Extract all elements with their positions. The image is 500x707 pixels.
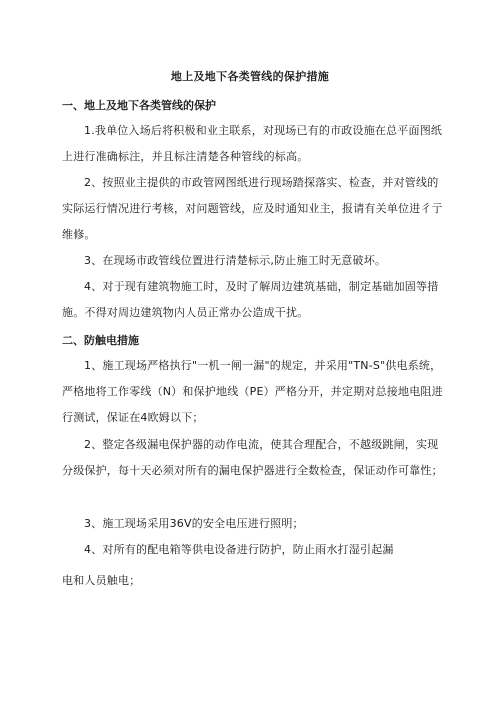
paragraph-electric-4: 4、对所有的配电箱等供电设备进行防护，防止雨水打湿引起漏	[84, 543, 394, 556]
paragraph-electric-2: 2、整定各级漏电保护器的动作电流，使其合理配合，不越级跳闸，实现分级保护，每十天必须对所有的漏电保护器进行全数检查，保证动作可靠性；	[62, 438, 443, 477]
paragraph-electric-3: 3、施工现场采用36V的安全电压进行照明；	[84, 517, 304, 530]
paragraph-electric-1: 1、施工现场严格执行"一机一闸一漏"的规定，并采用"TN-S"供电系统，严格地将工作零线（N）和保护地线（PE）严格分开，并定期对总接地电阻进行测试，保证在4欧姆以下；	[62, 359, 443, 424]
paragraph-pipeline-1: 1.我单位入场后将积极和业主联系，对现场已有的市政设施在总平面图纸上进行准确标注，并且标注清楚各种管线的标高。	[62, 124, 443, 163]
section-heading-pipeline-protection: 一、地上及地下各类管线的保护	[62, 99, 216, 112]
paragraph-pipeline-4: 4、对于现有建筑物施工时，及时了解周边建筑基础，制定基础加固等措施。不得对周边建筑物内人员正常办公造成干扰。	[62, 280, 439, 319]
paragraph-electric-4-continued: 电和人员触电；	[62, 574, 141, 587]
paragraph-pipeline-3: 3、在现场市政管线位置进行清楚标示,防止施工时无意破坏。	[84, 254, 387, 267]
document-title: 地上及地下各类管线的保护措施	[170, 70, 330, 83]
paragraph-pipeline-2: 2、按照业主提供的市政管网图纸进行现场踏探落实、检查，并对管线的实际运行情况进行考核，对问题管线，应及时通知业主，报请有关单位进彳亍维修。	[62, 176, 443, 241]
section-heading-electric-shock: 二、防触电措施	[62, 334, 139, 347]
